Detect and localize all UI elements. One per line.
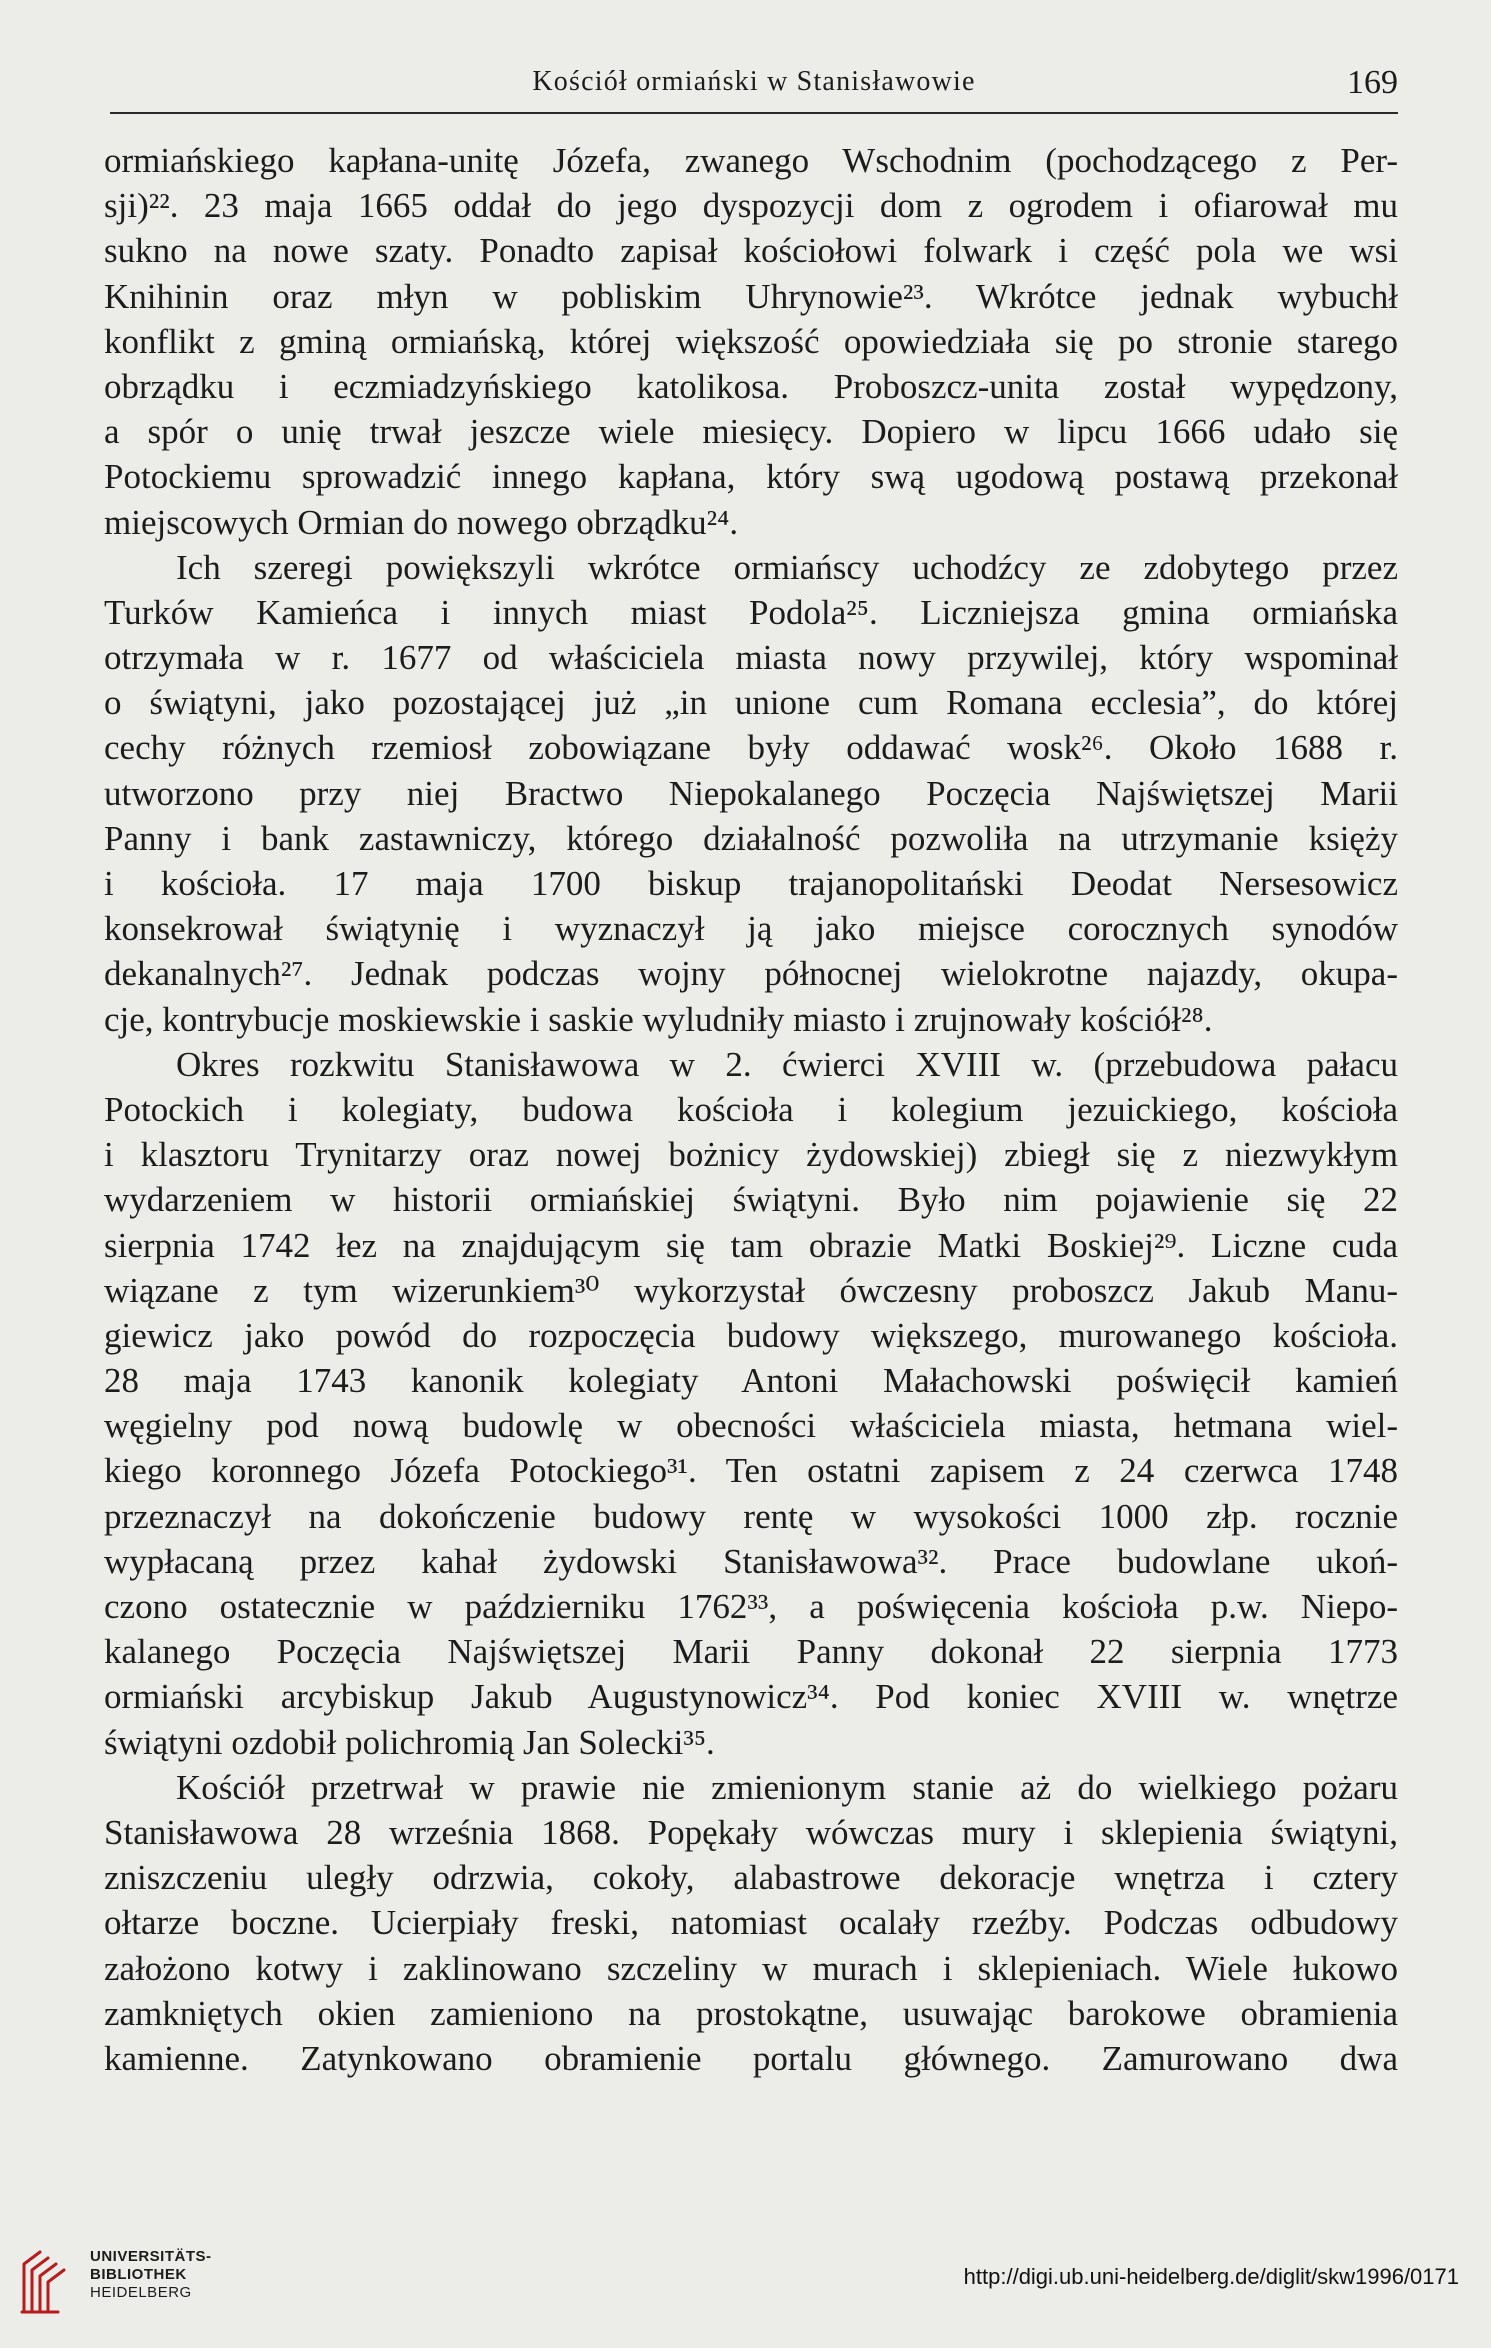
text-line: zniszczeniu uległy odrzwia, cokoły, alabastrowe dekoracje wnętrza i cztery [104,1858,1398,1898]
text-line: Kościół przetrwał w prawie nie zmienionym stanie aż do wielkiego pożaru [176,1767,1398,1807]
running-title: Kościół ormiański w Stanisławowie [532,66,976,97]
library-name-line: UNIVERSITÄTS- [90,2248,212,2265]
text-line: założono kotwy i zaklinowano szczeliny w murach i sklepieniach. Wiele łukowo [104,1948,1398,1988]
text-line: Panny i bank zastawniczy, którego działalność pozwoliła na utrzymanie księży [104,818,1398,858]
text-line: Okres rozkwitu Stanisławowa w 2. ćwierci XVIII w. (przebudowa pałacu [176,1044,1398,1084]
text-line: i klasztoru Trynitarzy oraz nowej bożnicy żydowskiej) zbiegł się z niezwykłym [104,1135,1398,1175]
text-line: giewicz jako powód do rozpoczęcia budowy większego, murowanego kościoła. [104,1315,1398,1355]
text-line: kalanego Poczęcia Najświętszej Marii Panny dokonał 22 sierpnia 1773 [104,1632,1398,1672]
library-logo-icon [18,2248,78,2318]
paragraph [104,545,1398,1042]
page-number: 169 [1347,64,1398,101]
text-line: czono ostatecznie w październiku 1762³³, a poświęcenia kościoła p.w. Niepo- [104,1587,1398,1626]
text-line: utworzono przy niej Bractwo Niepokalanego Poczęcia Najświętszej Marii [104,773,1398,813]
paragraph [104,1042,1398,1765]
text-line: sukno na nowe szaty. Ponadto zapisał kościołowi folwark i część pola we wsi [104,231,1398,271]
text-line: dekanalnych²⁷. Jednak podczas wojny północnej wielokrotne najazdy, okupa- [104,954,1398,994]
body-text [104,138,1398,2081]
text-line: Ich szeregi powiększyli wkrótce ormiańscy uchodźcy ze zdobytego przez [176,547,1398,587]
text-line: przeznaczył na dokończenie budowy rentę w wysokości 1000 złp. rocznie [104,1496,1398,1536]
text-line: o świątyni, jako pozostającej już „in unione cum Romana ecclesia”, do której [104,683,1398,723]
text-line: sierpnia 1742 łez na znajdującym się tam obrazie Matki Boskiej²⁹. Liczne cuda [104,1225,1398,1265]
library-name-line: BIBLIOTHEK [90,2266,187,2283]
text-line: 28 maja 1743 kanonik kolegiaty Antoni Małachowski poświęcił kamień [104,1361,1398,1401]
text-line: węgielny pod nową budowlę w obecności właściciela miasta, hetmana wiel- [104,1406,1398,1446]
text-line: kiego koronnego Józefa Potockiego³¹. Ten ostatni zapisem z 24 czerwca 1748 [104,1451,1398,1491]
text-line: zamkniętych okien zamieniono na prostokątne, usuwając barokowe obramienia [104,1993,1398,2033]
text-line: Knihinin oraz młyn w pobliskim Uhrynowie²³. Wkrótce jednak wybuchł [104,276,1398,316]
library-name [90,2248,212,2302]
library-name-line: HEIDELBERG [90,2284,192,2301]
text-line: cechy różnych rzemiosł zobowiązane były oddawać wosk²⁶. Około 1688 r. [104,728,1398,768]
text-line: cje, kontrybucje moskiewskie i saskie wyludniły miasto i zrujnowały kościół²⁸. [104,999,1213,1039]
text-line: konsekrował świątynię i wyznaczył ją jako miejsce corocznych synodów [104,909,1398,949]
source-url-link[interactable]: http://digi.ub.uni-heidelberg.de/diglit/skw1996/0171 [963,2264,1459,2289]
text-line: konflikt z gminą ormiańską, której większość opowiedziała się po stronie starego [104,321,1398,361]
footer [14,2234,1491,2324]
paragraph [104,1765,1398,2081]
paragraph [104,138,1398,545]
text-line: obrządku i eczmiadzyńskiego katolikosa. Proboszcz-unita został wypędzony, [104,366,1398,406]
text-line: ołtarze boczne. Ucierpiały freski, natomiast ocalały rzeźby. Podczas odbudowy [104,1903,1398,1943]
text-line: wiązane z tym wizerunkiem³⁰ wykorzystał ówczesny proboszcz Jakub Manu- [104,1270,1398,1310]
text-line: miejscowych Ormian do nowego obrządku²⁴. [104,502,739,542]
running-header [110,64,1398,114]
text-line: ormiański arcybiskup Jakub Augustynowicz³⁴. Pod koniec XVIII w. wnętrze [104,1677,1398,1717]
text-line: wydarzeniem w historii ormiańskiej świątyni. Było nim pojawienie się 22 [104,1180,1398,1220]
text-line: ormiańskiego kapłana-unitę Józefa, zwanego Wschodnim (pochodzącego z Per- [104,141,1398,180]
text-line: sji)²². 23 maja 1665 oddał do jego dyspozycji dom z ogrodem i ofiarował mu [104,186,1398,226]
text-line: Stanisławowa 28 września 1868. Popękały wówczas mury i sklepienia świątyni, [104,1812,1398,1852]
text-line: wypłacaną przez kahał żydowski Stanisławowa³². Prace budowlane ukoń- [104,1541,1398,1581]
text-line: otrzymała w r. 1677 od właściciela miasta nowy przywilej, który wspominał [104,638,1398,678]
text-line: Potockich i kolegiaty, budowa kościoła i kolegium jezuickiego, kościoła [104,1089,1398,1129]
text-line: i kościoła. 17 maja 1700 biskup trajanopolitański Deodat Nersesowicz [104,864,1398,903]
text-line: świątyni ozdobił polichromią Jan Solecki³⁵. [104,1722,715,1762]
text-line: Turków Kamieńca i innych miast Podola²⁵. Liczniejsza gmina ormiańska [104,592,1398,632]
text-line: kamienne. Zatynkowano obramienie portalu głównego. Zamurowano dwa [104,2038,1398,2078]
text-line: Potockiemu sprowadzić innego kapłana, który swą ugodową postawą przekonał [104,457,1398,497]
text-line: a spór o unię trwał jeszcze wiele miesięcy. Dopiero w lipcu 1666 udało się [104,412,1398,452]
